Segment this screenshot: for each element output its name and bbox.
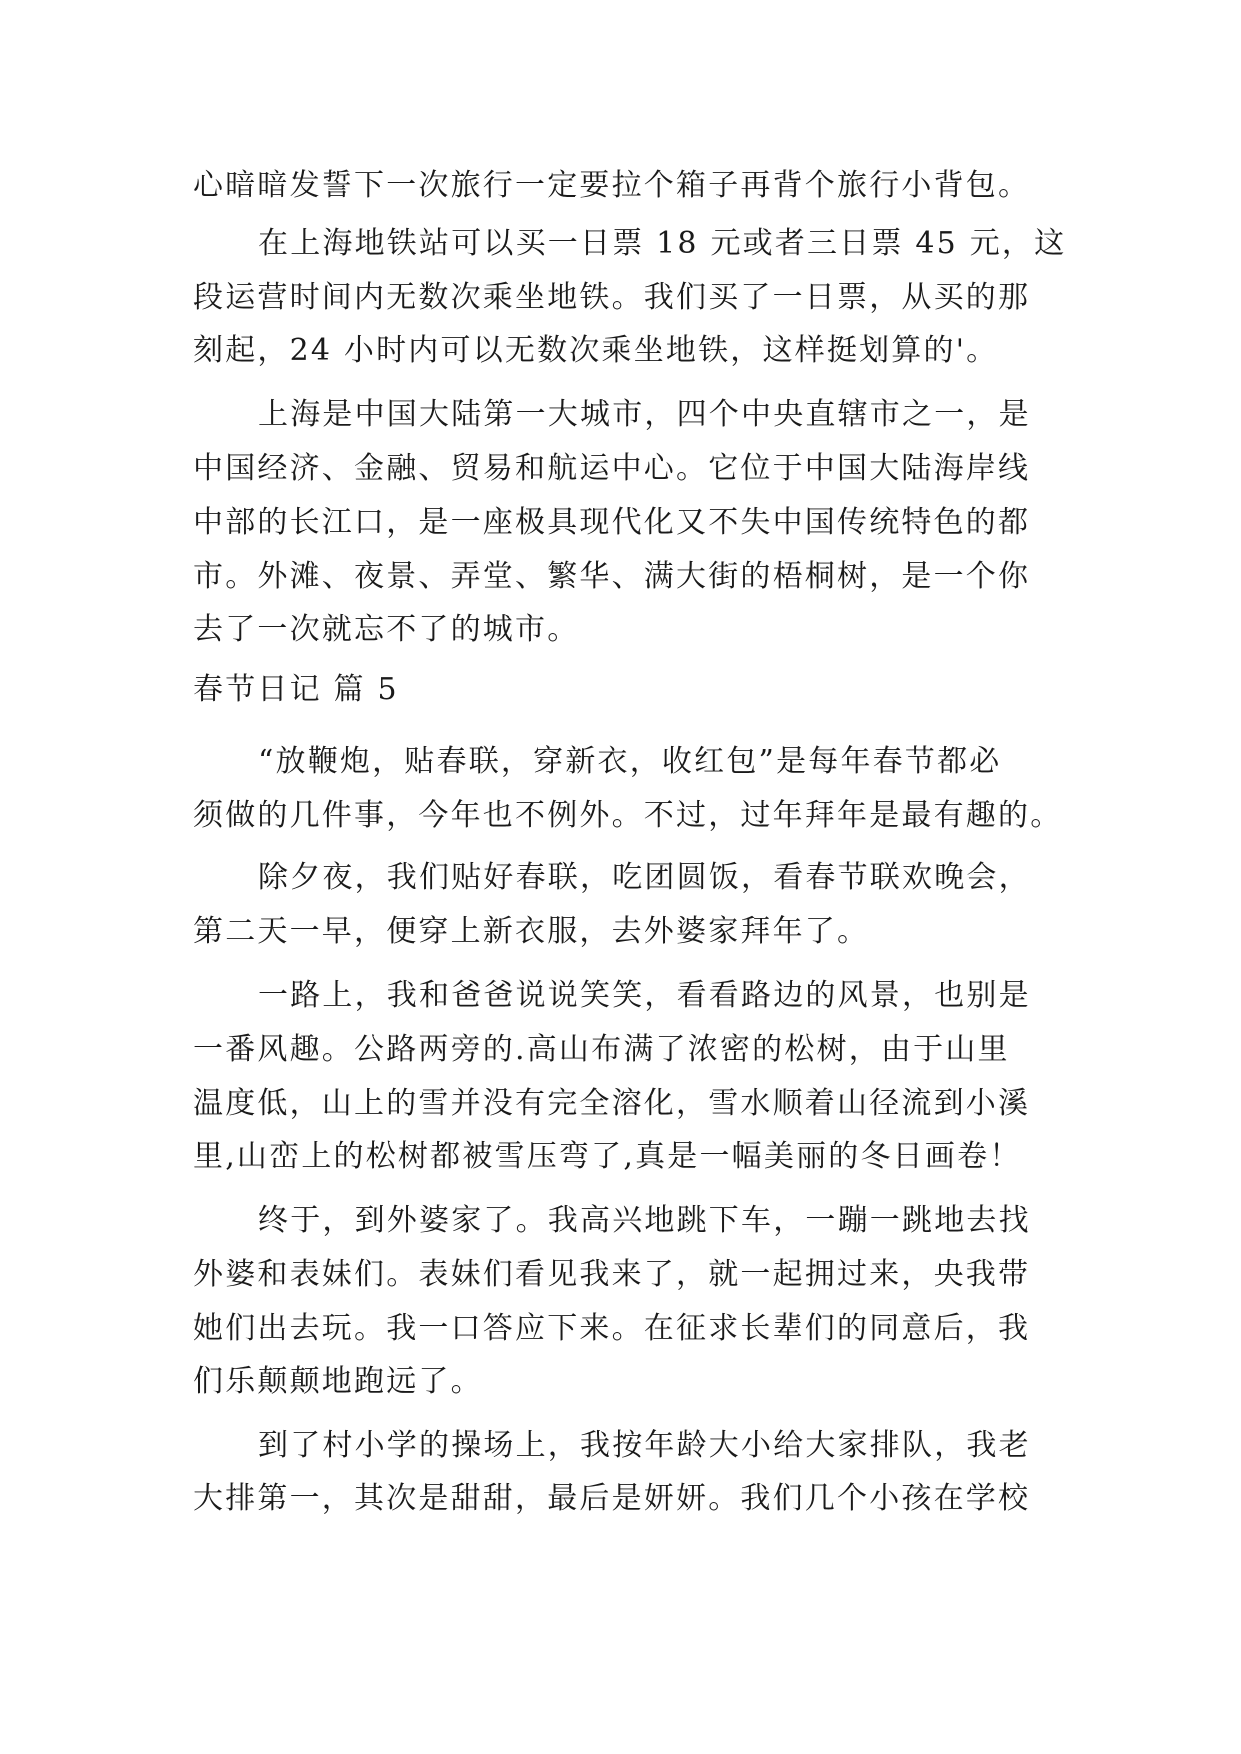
text-line: 须做的几件事，今年也不例外。不过，过年拜年是最有趣的。 bbox=[193, 798, 1063, 833]
text-line: 市。外滩、夜景、弄堂、繁华、满大街的梧桐树，是一个你 bbox=[193, 559, 1031, 594]
text-line: 段运营时间内无数次乘坐地铁。我们买了一日票，从买的那 bbox=[193, 280, 1031, 315]
text-line: 心暗暗发誓下一次旅行一定要拉个箱子再背个旅行小背包。 bbox=[193, 168, 1031, 203]
text-line: “放鞭炮，贴春联，穿新衣，收红包”是每年春节都必 bbox=[258, 744, 1002, 779]
text-line: 去了一次就忘不了的城市。 bbox=[193, 612, 580, 647]
text-line: 里,山峦上的松树都被雪压弯了,真是一幅美丽的冬日画卷！ bbox=[193, 1139, 1022, 1174]
text-line: 上海是中国大陆第一大城市，四个中央直辖市之一，是 bbox=[258, 397, 1031, 432]
text-line: 温度低，山上的雪并没有完全溶化，雪水顺着山径流到小溪 bbox=[193, 1086, 1031, 1121]
text-line: 中部的长江口，是一座极具现代化又不失中国传统特色的都 bbox=[193, 505, 1031, 540]
text-line: 第二天一早，便穿上新衣服，去外婆家拜年了。 bbox=[193, 914, 870, 949]
text-line: 一路上，我和爸爸说说笑笑，看看路边的风景，也别是 bbox=[258, 978, 1031, 1013]
text-line: 大排第一，其次是甜甜，最后是妍妍。我们几个小孩在学校 bbox=[193, 1481, 1031, 1516]
text-line: 到了村小学的操场上，我按年龄大小给大家排队，我老 bbox=[258, 1428, 1031, 1463]
text-line: 在上海地铁站可以买一日票 18 元或者三日票 45 元，这 bbox=[258, 226, 1067, 261]
text-line: 刻起，24 小时内可以无数次乘坐地铁，这样挺划算的'。 bbox=[193, 333, 999, 368]
text-line: 一番风趣。公路两旁的.高山布满了浓密的松树，由于山里 bbox=[193, 1032, 1010, 1067]
text-line: 她们出去玩。我一口答应下来。在征求长辈们的同意后，我 bbox=[193, 1311, 1031, 1346]
text-line: 终于，到外婆家了。我高兴地跳下车，一蹦一跳地去找 bbox=[258, 1203, 1031, 1238]
text-line: 外婆和表妹们。表妹们看见我来了，就一起拥过来，央我带 bbox=[193, 1257, 1031, 1292]
text-line: 中国经济、金融、贸易和航运中心。它位于中国大陆海岸线 bbox=[193, 451, 1031, 486]
section-heading: 春节日记 篇 5 bbox=[193, 672, 399, 707]
text-line: 们乐颠颠地跑远了。 bbox=[193, 1364, 483, 1399]
text-line: 除夕夜，我们贴好春联，吃团圆饭，看春节联欢晚会， bbox=[258, 860, 1031, 895]
